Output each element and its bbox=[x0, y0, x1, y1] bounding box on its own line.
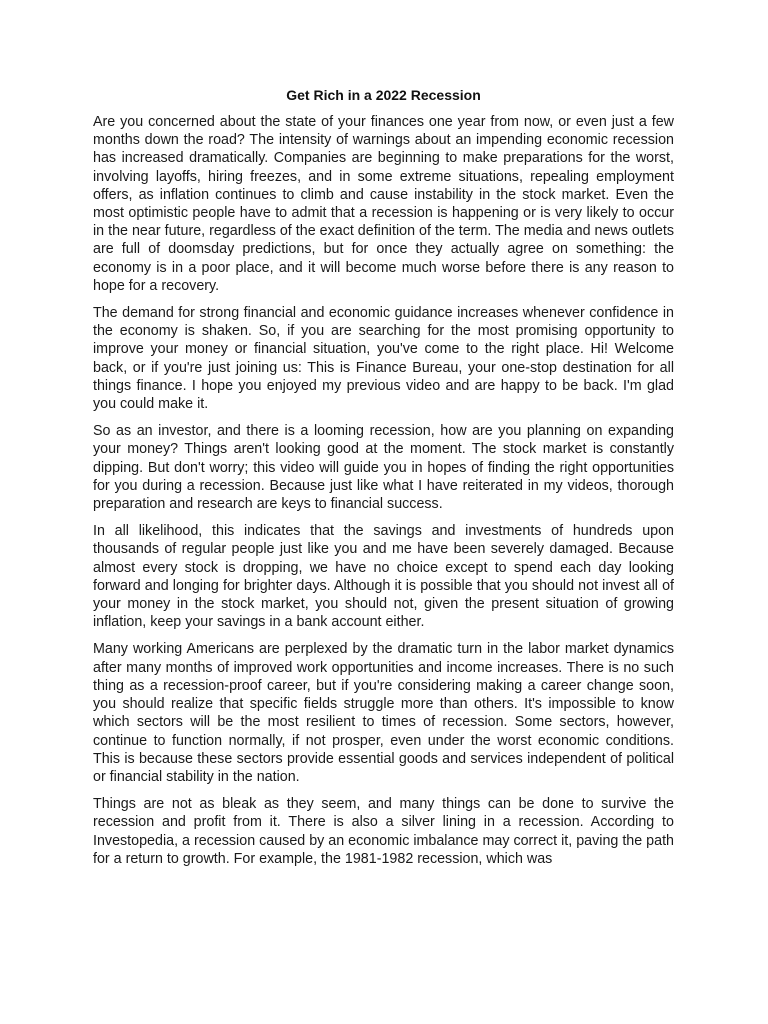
paragraph-1: Are you concerned about the state of your finances one year from now, or even just a few months down the road? The intensity of warnings about an impending economic recession has increased dramatically. Companies are beginning to make preparations for the worst, involving layoffs, hiring freezes, and in some extreme situations, repealing employment offers, as inflation continues to climb and cause instability in the stock market. Even the most optimistic people have to admit that a recession is happening or is very likely to occur in the near future, regardless of the exact definition of the term. The media and news outlets are full of doomsday predictions, but for once they actually agree on something: the economy is in a poor place, and it will become much worse before there is any reason to hope for a recovery. bbox=[93, 114, 674, 294]
paragraph-3: So as an investor, and there is a looming recession, how are you planning on expanding your money? Things aren't looking good at the moment. The stock market is constantly dipping. But don't worry; this video will guide you in hopes of finding the right opportunities for you during a recession. Because just like what I have reiterated in my videos, thorough preparation and research are keys to financial success. bbox=[93, 423, 674, 513]
document-title: Get Rich in a 2022 Recession bbox=[286, 87, 481, 103]
paragraph-2: The demand for strong financial and economic guidance increases whenever confidence in the economy is shaken. So, if you are searching for the most promising opportunity to improve your money or financial situation, you've come to the right place. Hi! Welcome back, or if you're just joining us: This is Finance Bureau, your one-stop destination for all things finance. I hope you enjoyed my previous video and are happy to be back. I'm glad you could make it. bbox=[93, 305, 674, 413]
paragraph-5: Many working Americans are perplexed by the dramatic turn in the labor market dynamics after many months of improved work opportunities and income increases. There is no such thing as a recession-proof career, but if you're considering making a career change soon, you should realize that specific fields struggle more than others. It's impossible to know which sectors will be the most resilient to times of recession. Some sectors, however, continue to function normally, if not prosper, even under the worst economic conditions. This is because these sectors provide essential goods and services independent of political or financial stability in the nation. bbox=[93, 641, 674, 785]
paragraph-6: Things are not as bleak as they seem, and many things can be done to survive the recession and profit from it. There is also a silver lining in a recession. According to Investopedia, a recession caused by an economic imbalance may correct it, paving the path for a return to growth. For example, the 1981-1982 recession, which was bbox=[93, 796, 674, 867]
paragraph-4: In all likelihood, this indicates that the savings and investments of hundreds upon thousands of regular people just like you and me have been severely damaged. Because almost every stock is dropping, we have no choice except to spend each day looking forward and longing for brighter days. Although it is possible that you should not invest all of your money in the stock market, you should not, given the present situation of growing inflation, keep your savings in a bank account either. bbox=[93, 523, 674, 631]
document-page bbox=[93, 85, 674, 877]
